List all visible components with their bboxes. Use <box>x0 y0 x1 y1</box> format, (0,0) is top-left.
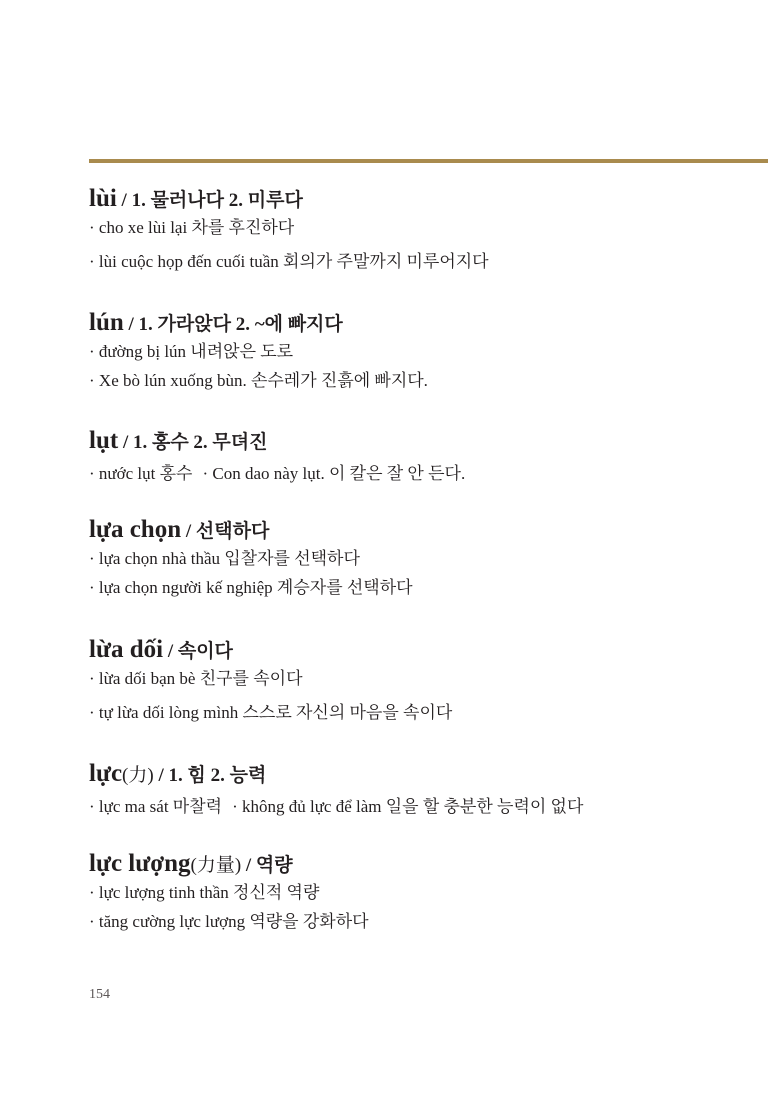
entry-heading <box>89 425 749 457</box>
example-sentence: · cho xe lùi lại 차를 후진하다 <box>89 218 295 237</box>
entry-heading <box>89 307 749 339</box>
example-sentence: · tự lừa dối lòng mình 스스로 자신의 마음을 속이다 <box>89 703 453 722</box>
headword: lùi <box>89 185 117 212</box>
headword: lừa dối <box>89 636 164 663</box>
headword: lực lượng <box>89 850 191 877</box>
headword: lún <box>89 309 124 336</box>
dictionary-entry <box>89 634 749 724</box>
gold-divider-rule <box>89 159 768 163</box>
entry-meaning: / 역량 <box>241 855 293 876</box>
entry-meaning: / 속이다 <box>163 641 233 662</box>
entry-heading <box>89 183 749 215</box>
example-sentence: · Xe bò lún xuống bùn. 손수레가 진흙에 빠지다. <box>89 371 428 390</box>
dictionary-entry <box>89 848 749 933</box>
entry-heading <box>89 634 749 666</box>
headword: lựa chọn <box>89 516 182 543</box>
example-sentence: · lực ma sát 마찰력 <box>89 797 223 816</box>
example-sentence: · lựa chọn người kế nghiệp 계승자를 선택하다 <box>89 578 413 597</box>
entry-meaning: / 선택하다 <box>181 521 270 542</box>
entry-heading <box>89 848 749 880</box>
dictionary-entry <box>89 425 749 484</box>
entry-heading <box>89 758 749 790</box>
headword-hanja: (力量) <box>190 855 242 876</box>
dictionary-entry <box>89 758 749 817</box>
headword-hanja: (力) <box>122 765 154 786</box>
entry-meaning: / 1. 물러나다 2. 미루다 <box>116 190 303 211</box>
example-sentence: · Con dao này lụt. 이 칼은 잘 안 든다. <box>202 464 466 483</box>
example-sentence: · tăng cường lực lượng 역량을 강화하다 <box>89 912 369 931</box>
dictionary-entry <box>89 514 749 599</box>
entry-heading <box>89 514 749 546</box>
headword: lực <box>89 760 123 787</box>
entry-meaning: / 1. 힘 2. 능력 <box>153 765 267 786</box>
dictionary-entry <box>89 307 749 392</box>
example-sentence: · lực lượng tinh thần 정신적 역량 <box>89 883 320 902</box>
dictionary-entry <box>89 183 749 273</box>
entry-meaning: / 1. 홍수 2. 무뎌진 <box>118 432 268 453</box>
example-sentence: · đường bị lún 내려앉은 도로 <box>89 342 294 361</box>
example-sentence: · không đủ lực để làm 일을 할 충분한 능력이 없다 <box>232 797 584 816</box>
example-sentence: · lùi cuộc họp đến cuối tuần 회의가 주말까지 미루어지다 <box>89 252 489 271</box>
entry-meaning: / 1. 가라앉다 2. ~에 빠지다 <box>123 314 343 335</box>
headword: lụt <box>89 427 119 454</box>
example-sentence: · nước lụt 홍수 <box>89 464 193 483</box>
page-number: 154 <box>89 987 110 1002</box>
example-sentence: · lựa chọn nhà thầu 입찰자를 선택하다 <box>89 549 360 568</box>
example-sentence: · lừa dối bạn bè 친구를 속이다 <box>89 669 303 688</box>
